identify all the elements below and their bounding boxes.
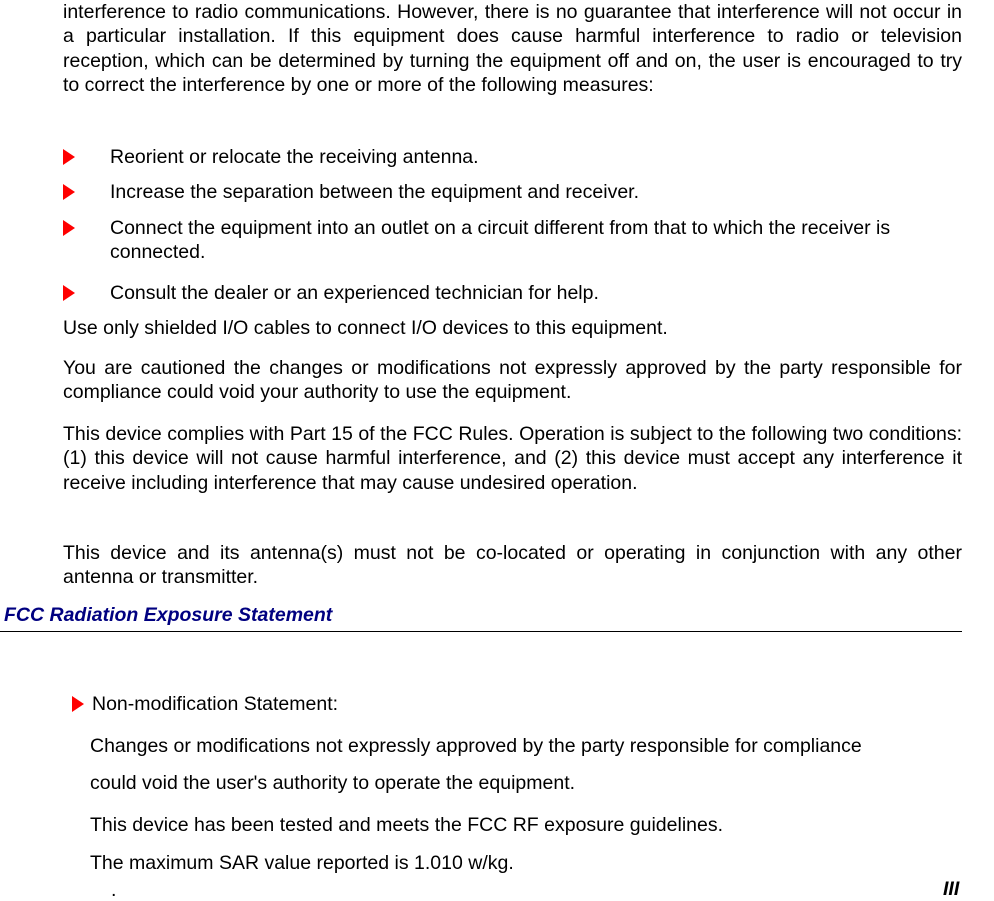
intro-paragraph: interference to radio communications. However, there is no guarantee that interference will not occur in a particular installation. If this equipment does cause harmful interference to radio or television reception, which can be determined by turning the equipment off and on, the user is encouraged to try to correct the interference by one or more of the following measures:: [63, 1, 962, 97]
colocation-paragraph: This device and its antenna(s) must not be co-located or operating in conjunction with any other antenna or transmitter.: [63, 542, 962, 589]
section-heading: FCC Radiation Exposure Statement: [4, 604, 333, 626]
red-triangle-bullet-icon: [63, 149, 75, 165]
page-number: III: [943, 878, 960, 900]
part15-paragraph: This device complies with Part 15 of the FCC Rules. Operation is subject to the following two conditions: (1) this device will not cause harmful interference, and (2) this device must accept any interference it receive including interference that may cause undesired operation.: [63, 423, 962, 494]
red-triangle-bullet-icon: [63, 184, 75, 200]
caution-paragraph: You are cautioned the changes or modifications not expressly approved by the party responsible for compliance could void your authority to use the equipment.: [63, 357, 962, 404]
statement-line: could void the user's authority to operate the equipment.: [90, 772, 576, 794]
non-modification-label: Non-modification Statement:: [92, 693, 339, 715]
heading-divider: [0, 631, 962, 632]
statement-line: This device has been tested and meets the FCC RF exposure guidelines.: [90, 814, 724, 836]
trailing-mark: .: [111, 879, 117, 901]
statement-line: Changes or modifications not expressly approved by the party responsible for compliance: [90, 735, 862, 757]
red-triangle-bullet-icon: [63, 220, 75, 236]
measure-text: Reorient or relocate the receiving antenna.: [110, 146, 479, 168]
statement-line: The maximum SAR value reported is 1.010 w/kg.: [90, 852, 514, 874]
shielded-cables-paragraph: Use only shielded I/O cables to connect I/O devices to this equipment.: [63, 317, 668, 339]
red-triangle-bullet-icon: [63, 285, 75, 301]
measure-text: Connect the equipment into an outlet on a circuit different from that to which the receiver is connected.: [110, 217, 891, 264]
measure-text: Consult the dealer or an experienced technician for help.: [110, 282, 599, 304]
measure-text: Increase the separation between the equipment and receiver.: [110, 181, 640, 203]
red-triangle-bullet-icon: [72, 696, 84, 712]
